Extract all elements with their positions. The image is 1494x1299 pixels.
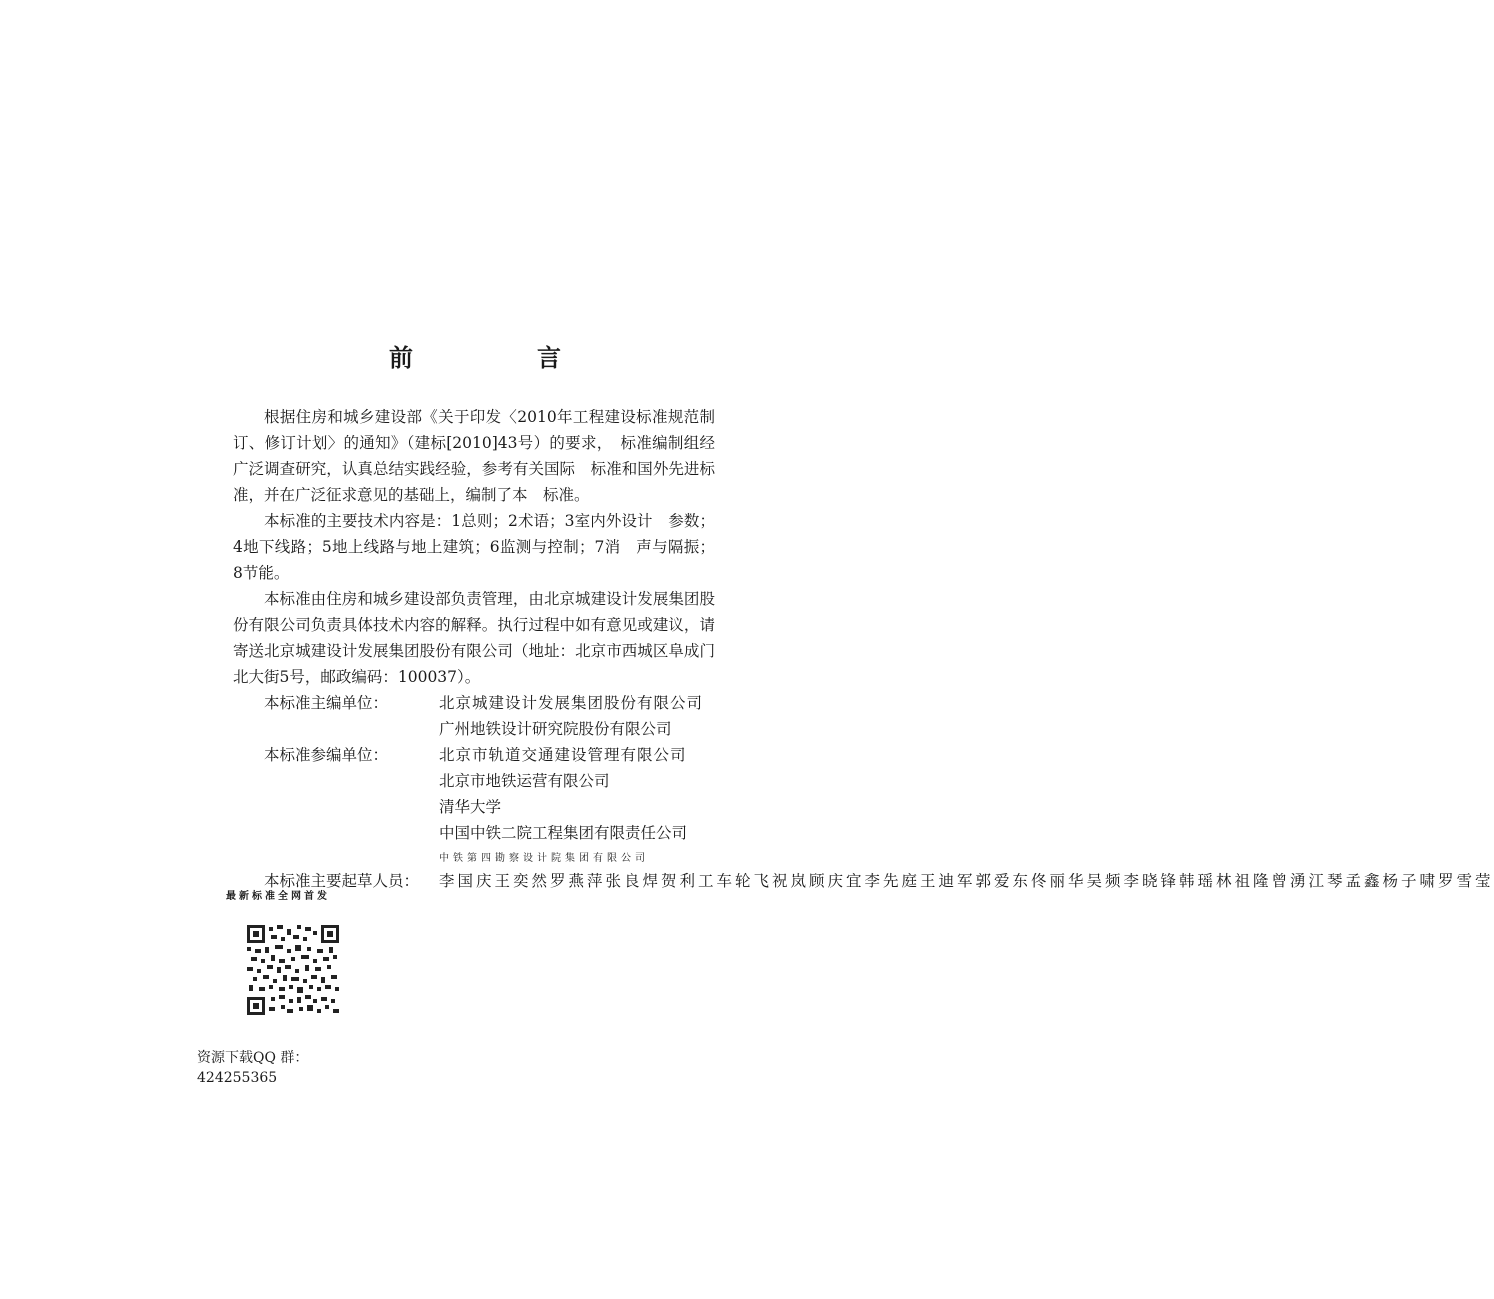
qr-code-icon: [247, 925, 339, 1015]
participating-unit: 中铁第四勘察设计院集团有限公司: [439, 853, 649, 864]
participating-unit-row: [233, 742, 715, 768]
participating-units-label: 本标准参编单位：: [264, 746, 389, 764]
participating-unit-row: [233, 846, 715, 868]
qr-caption: 最新标准全网首发: [226, 891, 330, 902]
chief-unit: 北京城建设计发展集团股份有限公司: [439, 694, 704, 712]
qq-label: 资源下载QQ 群：: [197, 1050, 309, 1066]
paragraph-contents: 本标准的主要技术内容是：1总则；2术语；3室内外设计 参数；4地下线路；5地上线路与地上建筑；6监测与控制；7消 声与隔振；8节能。: [233, 512, 715, 582]
participating-unit: 中国中铁二院工程集团有限责任公司: [439, 824, 688, 842]
participating-unit: 北京市地铁运营有限公司: [439, 772, 610, 790]
participating-unit: 清华大学: [439, 798, 502, 816]
paragraph-management: 本标准由住房和城乡建设部负责管理，由北京城建设计发展集团股份有限公司负责具体技术内容的解释。执行过程中如有意见或建议，请寄送北京城建设计发展集团股份有限公司（地址：北京市西城区阜成门北大街5号，邮政编码：100037）。: [233, 590, 715, 686]
paragraph-basis: 根据住房和城乡建设部《关于印发〈2010年工程建设标准规范制订、修订计划〉的通知》（建标[2010]43号）的要求， 标准编制组经广泛调查研究，认真总结实践经验，参考有关国际 标准和国外先进标准，并在广泛征求意见的基础上，编制了本 标准。: [233, 408, 715, 504]
participating-unit-row: [233, 794, 715, 820]
chief-unit-row: [233, 690, 715, 716]
chief-unit-row: [233, 716, 715, 742]
page-title: 前 言: [389, 344, 611, 372]
preface-body: [233, 404, 1494, 894]
qq-group-info: [197, 1048, 308, 1088]
chief-unit: 广州地铁设计研究院股份有限公司: [439, 720, 672, 738]
drafters-label: 本标准主要起草人员：: [264, 872, 420, 890]
drafters-list: 李国庆王奕然罗燕萍张良焊贺利工车轮飞祝岚顾庆宜李先庭王迪军郭爱东佟丽华吴频李晓锋韩瑶林祖隆曾湧江琴孟鑫杨子啸罗雪莹: [439, 872, 1494, 890]
chief-units-label: 本标准主编单位：: [264, 694, 389, 712]
qq-number: 424255365: [197, 1070, 278, 1086]
participating-unit: 北京市轨道交通建设管理有限公司: [439, 746, 687, 764]
participating-unit-row: [233, 820, 715, 846]
participating-unit-row: [233, 768, 715, 794]
